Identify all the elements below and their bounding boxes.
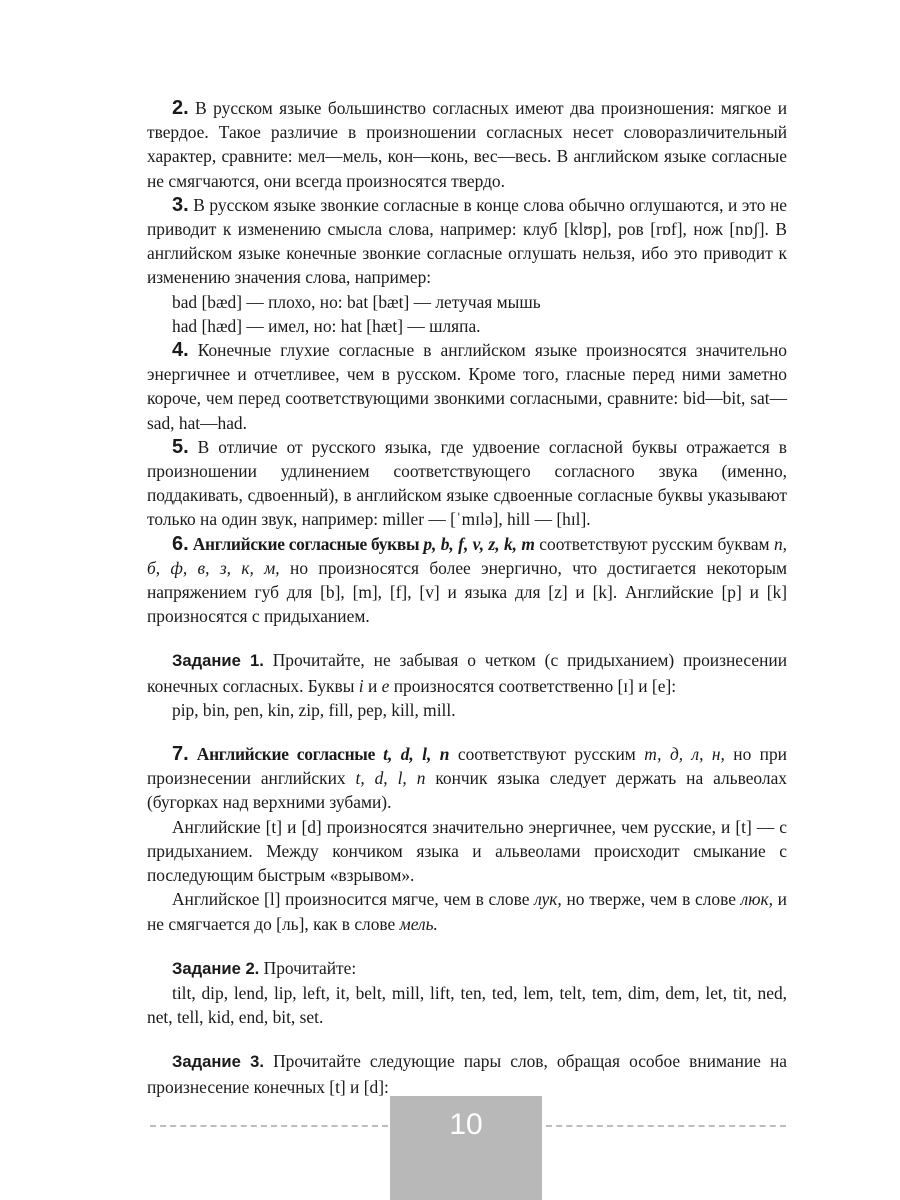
- page-number: 10: [449, 1108, 483, 1141]
- paragraph-2: [147, 96, 787, 193]
- paragraph-number: 5.: [172, 435, 189, 458]
- paragraph-text: и не смягчается до [ль], как в слове: [147, 889, 787, 934]
- paragraph-4: [147, 338, 787, 435]
- example-line: had [hæd] — имел, но: hat [hæt] — шляпа.: [172, 315, 481, 336]
- paragraph-7: [147, 742, 787, 815]
- word-luk: лук,: [534, 889, 562, 910]
- footer-dashed-line-right: [546, 1125, 786, 1127]
- paragraph-text: соответствуют русским буквам: [534, 533, 774, 554]
- letter-e: e: [381, 675, 390, 696]
- english-letters: p, b, f, v, z, k, m: [423, 533, 535, 554]
- paragraph-text: но при произнесении английских: [147, 744, 787, 789]
- russian-letters: п, б, ф, в, з, к, м,: [147, 533, 787, 578]
- conjunction: и: [363, 675, 382, 696]
- paragraph-text: соответствуют русским: [449, 744, 645, 765]
- bold-heading-text: Английские согласные буквы: [188, 533, 424, 554]
- task-text: Прочитайте:: [259, 957, 357, 978]
- paragraph-7-continued: Английские [t] и [d] произносятся значительно энергичнее, чем русские, и [t] — с придыханием. Между кончиком языка и альвеолами происходит смыкание с последующим быстрым «взрывом».: [147, 816, 787, 886]
- example-line: bad [bæd] — плохо, но: bat [bæt] — летучая мышь: [172, 291, 541, 312]
- paragraph-3: [147, 193, 787, 290]
- paragraph-number: 3.: [172, 193, 189, 216]
- page-number-box: [390, 1096, 542, 1200]
- paragraph-text: но тверже, чем в слове: [561, 889, 741, 910]
- paragraph-7-l-sound: [147, 887, 787, 935]
- paragraph-number: 6.: [172, 532, 189, 555]
- task-text: Прочитайте следующие пары слов, обращая особое внимание на произнесение конечных [t] и [d]:: [147, 1051, 787, 1097]
- word-mel: мель.: [399, 913, 438, 934]
- bold-heading-text: Английские согласные: [188, 744, 384, 765]
- letter-i: i: [358, 675, 364, 696]
- paragraph-text: В отличие от русского языка, где удвоение согласной буквы отражается в произношении удлинением соответствующего согласного звука (именно, поддакивать, сдвоенный), в английском языке сдвоенные согласные буквы указывают только на один звук, например: miller — [ˈmɪlə], hill — [hɪl].: [147, 436, 787, 530]
- paragraph-text: В русском языке звонкие согласные в конце слова обычно оглушаются, и это не приводит к изменению смысла слова, например: клуб [klʊp], ров [rɒf], нож [nɒʃ]. В английском языке конечные звонкие согласные оглушать нельзя, ибо это приводит к изменению значения слова, например:: [147, 194, 787, 288]
- paragraph-text: В русском языке большинство согласных имеют два произношения: мягкое и твердое. Такое различие в произношении согласных несет словоразличительный характер, сравните: мел—мель, кон—конь, вес—весь. В английском языке согласные не смягчаются, они всегда произносятся твердо.: [147, 98, 787, 191]
- paragraph-text: Конечные глухие согласные в английском языке произносятся значительно энергичнее и отчетливее, чем в русском. Кроме того, гласные перед ними заметно короче, чем перед соответствующими звонкими согласными, сравните: bid—bit, sat—sad, hat—had.: [147, 340, 787, 433]
- task-2-words: tilt, dip, lend, lip, left, it, belt, mill, lift, ten, ted, lem, telt, tem, dim, dem, let, tit, ned, net, tell, kid, end, bit, set.: [147, 982, 787, 1028]
- word-lyuk: люк,: [740, 889, 773, 910]
- paragraph-6: [147, 532, 787, 629]
- paragraph-number: 4.: [172, 339, 189, 362]
- task-label: Задание 1.: [172, 651, 264, 671]
- english-letters: t, d, l, n: [383, 744, 450, 765]
- paragraph-text: но произносятся более энергично, что достигается некоторым напряжением губ для [b], [m], [f], [v] и языка для [z] и [k]. Английские [p] и [k] произносятся с придыханием.: [147, 557, 788, 627]
- russian-letters: т, д, л, н,: [644, 744, 725, 765]
- task-label: Задание 2.: [172, 958, 260, 978]
- task-3: [147, 1049, 787, 1098]
- paragraph-text: кончик языка следует держать на альвеолах (бугорках над верхними зубами).: [147, 768, 787, 813]
- paragraph-text: Английское [l] произносится мягче, чем в слове: [172, 889, 535, 910]
- task-1: [147, 648, 787, 697]
- paragraph-5: [147, 435, 787, 532]
- task-label: Задание 3.: [172, 1052, 265, 1072]
- task-text: произносятся соответственно [ɪ] и [e]:: [389, 675, 677, 696]
- task-1-words: pip, bin, pen, kin, zip, fill, pep, kill, mill.: [172, 699, 456, 720]
- footer-dashed-line-left: [150, 1125, 388, 1127]
- page-content: [147, 96, 787, 1099]
- paragraph-number: 2.: [172, 97, 189, 119]
- english-letters: t, d, l, n: [355, 768, 426, 789]
- task-2: [147, 956, 787, 981]
- task-text: Прочитайте, не забывая о четком (с придыханием) произнесении конечных согласных. Буквы: [147, 650, 787, 696]
- paragraph-number: 7.: [172, 743, 189, 766]
